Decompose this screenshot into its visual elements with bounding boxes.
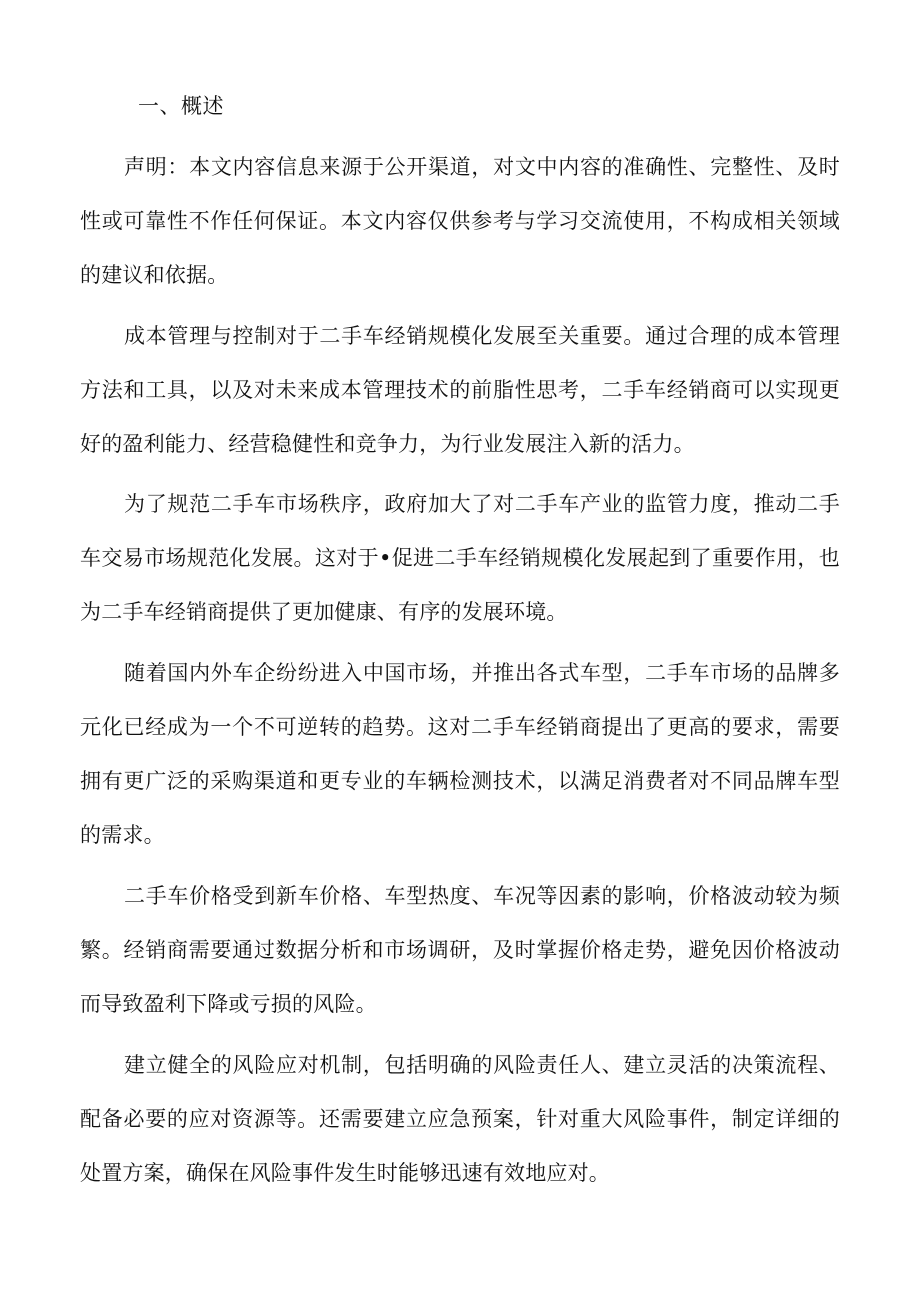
price-volatility-paragraph: 二手车价格受到新车价格、车型热度、车况等因素的影响，价格波动较为频繁。经销商需要通过数据分析和市场调研，及时掌握价格走势，避免因价格波动而导致盈利下降或亏损的风险。 [80,884,840,1016]
risk-mechanism-paragraph: 建立健全的风险应对机制，包括明确的风险责任人、建立灵活的决策流程、配备必要的应对资源等。还需要建立应急预案，针对重大风险事件，制定详细的处置方案，确保在风险事件发生时能够迅速有效地应对。 [80,1053,840,1185]
brand-diversity-paragraph: 随着国内外车企纷纷进入中国市场，并推出各式车型，二手车市场的品牌多元化已经成为一个不可逆转的趋势。这对二手车经销商提出了更高的要求，需要拥有更广泛的采购渠道和更专业的车辆检测技术，以满足消费者对不同品牌车型的需求。 [80,661,840,847]
section-heading: 一、概述 [138,94,224,118]
cost-management-paragraph: 成本管理与控制对于二手车经销规模化发展至关重要。通过合理的成本管理方法和工具，以及对未来成本管理技术的前脂性思考，二手车经销商可以实现更好的盈利能力、经营稳健性和竞争力，为行业发展注入新的活力。 [80,324,840,456]
disclaimer-paragraph: 声明：本文内容信息来源于公开渠道，对文中内容的准确性、完整性、及时性或可靠性不作任何保证。本文内容仅供参考与学习交流使用，不构成相关领域的建议和依据。 [80,155,840,287]
regulation-paragraph: 为了规范二手车市场秩序，政府加大了对二手车产业的监管力度，推动二手车交易市场规范化发展。这对于•促进二手车经销规模化发展起到了重要作用，也为二手车经销商提供了更加健康、有序的发展环境。 [80,492,840,624]
